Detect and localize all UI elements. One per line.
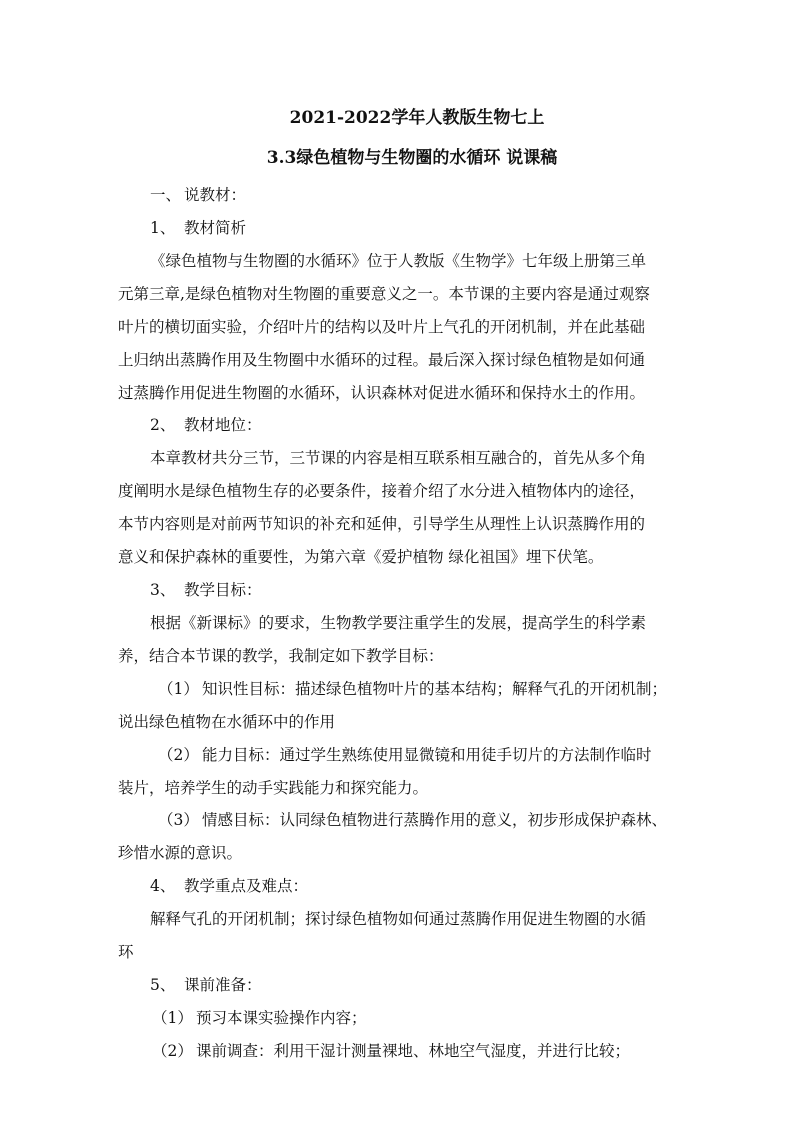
goal-continuation: 珍惜水源的意识。	[118, 844, 243, 862]
goal-text: 知识性目标：描述绿色植物叶片的基本结构；解释气孔的开闭机制；	[202, 680, 668, 698]
section-number: 一、	[150, 186, 182, 204]
item-heading	[150, 578, 720, 602]
paragraph-line: 本章教材共分三节，三节课的内容是相互联系相互融合的，首先从多个角	[150, 449, 647, 467]
paragraph-line: 养，结合本节课的教学，我制定如下教学目标：	[118, 647, 444, 665]
paragraph-line: 本节内容则是对前两节知识的补充和延伸，引导学生从理性上认识蒸腾作用的	[118, 515, 646, 533]
item-heading-text: 教学重点及难点：	[184, 877, 309, 895]
item-number: 2、	[150, 416, 176, 434]
document-subtitle: 3.3绿色植物与生物圈的水循环 说课稿	[266, 148, 558, 168]
goal-item	[158, 808, 728, 832]
paragraph-line: 叶片的横切面实验，介绍叶片的结构以及叶片上气孔的开闭机制，并在此基础	[118, 318, 646, 336]
goal-number: （1）	[158, 680, 199, 698]
paragraph-line: 元第三章,是绿色植物对生物圈的重要意义之一。本节课的主要内容是通过观察	[118, 285, 650, 303]
item-heading-text: 教材地位：	[184, 416, 262, 434]
paragraph-line: 环	[118, 943, 134, 961]
paragraph-line: 度阐明水是绿色植物生存的必要条件，接着介绍了水分进入植物体内的途径，	[118, 482, 646, 500]
goal-continuation: 装片，培养学生的动手实践能力和探究能力。	[118, 779, 429, 797]
prep-item	[152, 1039, 722, 1063]
item-number: 5、	[150, 976, 176, 994]
prep-text: 预习本课实验操作内容；	[196, 1009, 367, 1027]
item-heading-text: 课前准备：	[184, 976, 262, 994]
item-heading	[150, 874, 720, 898]
paragraph-line: 意义和保护森林的重要性，为第六章《爱护植物 绿化祖国》埋下伏笔。	[118, 548, 604, 566]
prep-text: 课前调查：利用干湿计测量裸地、林地空气湿度，并进行比较；	[196, 1042, 631, 1060]
section-heading	[150, 183, 720, 207]
goal-item	[158, 677, 728, 701]
item-heading-text: 教学目标：	[184, 581, 262, 599]
paragraph-line: 过蒸腾作用促进生物圈的水循环，认识森林对促进水循环和保持水土的作用。	[118, 384, 646, 402]
item-number: 4、	[150, 877, 176, 895]
goal-text: 情感目标：认同绿色植物进行蒸腾作用的意义，初步形成保护森林、	[202, 811, 668, 829]
paragraph-line: 《绿色植物与生物圈的水循环》位于人教版《生物学》七年级上册第三单	[150, 252, 647, 270]
prep-item	[152, 1006, 722, 1030]
item-heading	[150, 973, 720, 997]
item-heading	[150, 216, 720, 240]
paragraph-line: 根据《新课标》的要求，生物教学要注重学生的发展，提高学生的科学素	[150, 614, 647, 632]
prep-number: （2）	[152, 1042, 193, 1060]
item-heading	[150, 413, 720, 437]
goal-number: （2）	[158, 746, 199, 764]
item-heading-text: 教材简析	[184, 219, 247, 237]
goal-continuation: 说出绿色植物在水循环中的作用	[118, 713, 336, 731]
goal-number: （3）	[158, 811, 199, 829]
section-heading-text: 说教材：	[184, 186, 247, 204]
goal-text: 能力目标：通过学生熟练使用显微镜和用徒手切片的方法制作临时	[202, 746, 652, 764]
paragraph-line: 上归纳出蒸腾作用及生物圈中水循环的过程。最后深入探讨绿色植物是如何通	[118, 351, 646, 369]
item-number: 3、	[150, 581, 176, 599]
goal-item	[158, 743, 728, 767]
prep-number: （1）	[152, 1009, 193, 1027]
paragraph-line: 解释气孔的开闭机制；探讨绿色植物如何通过蒸腾作用促进生物圈的水循	[150, 910, 647, 928]
document-title: 2021-2022学年人教版生物七上	[289, 108, 545, 128]
item-number: 1、	[150, 219, 176, 237]
